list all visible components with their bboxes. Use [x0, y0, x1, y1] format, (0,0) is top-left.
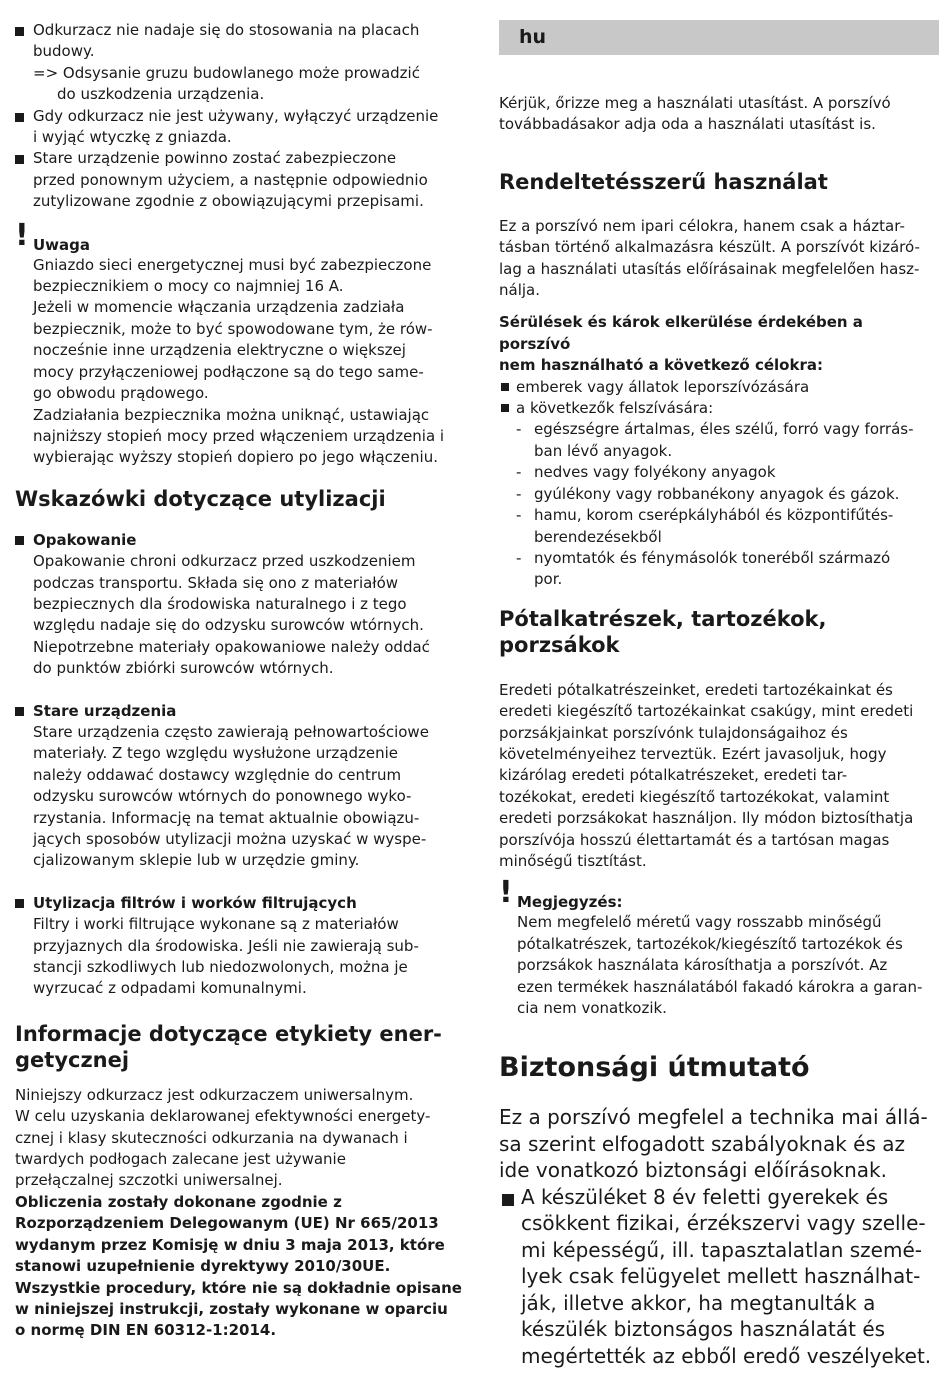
line: o normę DIN EN 60312-1:2014.: [15, 1321, 277, 1340]
line: gyúlékony vagy robbanékony anyagok és gázok.: [534, 484, 900, 503]
line: Niepotrzebne materiały opakowaniowe należy oddać: [33, 637, 430, 656]
line: tozékokat, eredeti kiegészítő tartozékokat, valamint: [499, 787, 890, 806]
safety-list-item: [499, 1184, 939, 1370]
warning-header: [15, 217, 465, 255]
filters-title: [15, 893, 465, 914]
line: bezpiecznikiem o mocy co najmniej 16 A.: [33, 277, 344, 296]
line: W celu uzyskania deklarowanej efektywności energety-: [15, 1107, 431, 1126]
line: Filtry i worki filtrujące wykonane są z materiałów: [33, 915, 399, 934]
list-item: [499, 377, 939, 398]
filters-body: [15, 914, 465, 1000]
line: Zadziałania bezpiecznika można uniknąć, ustawiając: [33, 405, 430, 424]
bullet-square-icon: [15, 899, 24, 908]
line: cia nem vonatkozik.: [517, 999, 667, 1017]
bullet-square-icon: [15, 536, 24, 545]
line: készülék biztonságos használatát és: [521, 1317, 886, 1342]
energy-regulation-note: [15, 1192, 465, 1342]
safety-heading: Biztonsági útmutató: [499, 1052, 810, 1084]
note-body: [499, 912, 939, 1019]
line: stancji szkodliwych lub niedozwolonych, można je: [33, 958, 408, 977]
dash-bullet: -: [516, 506, 522, 525]
line: wydanym przez Komisję w dniu 3 maja 2013, które: [15, 1235, 445, 1254]
dash-bullet: -: [516, 548, 522, 567]
line: eredeti porzsákokat használjon. Ily módon biztosíthatja: [499, 809, 914, 828]
line: Eredeti pótalkatrészeinket, eredeti tartozékainkat és: [499, 680, 893, 699]
bullet-square-icon: [501, 404, 509, 412]
line: bezpiecznych dla środowiska naturalnego i z tego: [33, 594, 407, 613]
line: pótalkatrészek, tartozékok/kiegészítő tartozékok és: [517, 934, 903, 953]
sub-list-item: [499, 419, 939, 462]
line: ezen termékek használatából fakadó károkra a garan-: [517, 977, 923, 996]
line: przyjaznych dla środowiska. Jeśli nie zawierają sub-: [33, 936, 419, 955]
line: Sérülések és károk elkerülése érdekében a porszívó: [499, 313, 863, 353]
bullet-square-icon: [15, 113, 24, 122]
line: zutylizowane zgodnie z obowiązującymi przepisami.: [33, 192, 424, 211]
sub-list-item: [499, 505, 939, 548]
dash-bullet: -: [516, 463, 522, 482]
heading-line: Informacje dotyczące etykiety ener-: [15, 1021, 442, 1046]
line: lag a használati utasítás előírásainak megfelelően hasz-: [499, 259, 920, 278]
line: Opakowanie chroni odkurzacz przed uszkodzeniem: [33, 552, 416, 571]
line: Stare urządzenie powinno zostać zabezpieczone: [33, 149, 397, 168]
line: tásban történő alkalmazásra készült. A porszívót kizáró-: [499, 238, 920, 257]
line: bezpiecznik, może to być spowodowane tym, że rów-: [33, 319, 433, 338]
subheading-text: Utylizacja filtrów i worków filtrujących: [33, 893, 357, 912]
line: porzsákjainkat porszívónk tulajdonságaihoz és: [499, 723, 848, 742]
line: odzysku surowców wtórnych do ponownego wyko-: [33, 787, 412, 806]
line: rzystania. Informację na temat aktualnie obowiązu-: [33, 808, 420, 827]
line: csökkent fizikai, érzékszervi vagy szelle-: [521, 1211, 926, 1236]
dash-bullet: -: [516, 420, 522, 439]
exclamation-icon: !: [499, 875, 513, 911]
line: por.: [534, 570, 563, 589]
line: Gniazdo sieci energetycznej musi być zabezpieczone: [33, 255, 432, 274]
line: követelményeihez terveztük. Ezért javasoljuk, hogy: [499, 744, 887, 763]
exclamation-icon: !: [15, 217, 29, 253]
line: nyomtatók és fénymásolók toneréből származó: [534, 548, 891, 567]
list-item: [499, 398, 939, 419]
line: Niniejszy odkurzacz jest odkurzaczem uniwersalnym.: [15, 1085, 414, 1104]
note-header: [499, 875, 939, 912]
packaging-body: [15, 551, 465, 679]
list-item: [15, 148, 465, 212]
sub-list-item: [499, 484, 939, 505]
line: kizárólag eredeti pótalkatrészeket, eredeti tar-: [499, 766, 848, 785]
line: Rozporządzeniem Delegowanym (UE) Nr 665/2013: [15, 1214, 439, 1233]
line: nocześnie inne urządzenia elektryczne o większej: [33, 341, 406, 360]
line: wyrzucać z odpadami komunalnymi.: [33, 979, 307, 998]
line: względu nadaje się do odzysku surowców wtórnych.: [33, 616, 424, 635]
line: porzsákok használata károsíthatja a porszívót. Az: [517, 956, 888, 975]
line: mi képességű, ill. tapasztalatlan szemé-: [521, 1237, 922, 1262]
line: Obliczenia zostały dokonane zgodnie z: [15, 1192, 342, 1211]
subheading-text: Opakowanie: [33, 530, 137, 549]
spare-parts-body: [499, 680, 939, 873]
line: ban lévő anyagok.: [534, 441, 673, 460]
line: do uszkodzenia urządzenia.: [57, 85, 265, 104]
line: továbbadásakor adja oda a használati utasítást is.: [499, 115, 876, 134]
intended-use-body: [499, 216, 939, 302]
bullet-square-icon: [501, 383, 509, 391]
left-column: [15, 20, 465, 1342]
line: stanowi uzupełnienie dyrektywy 2010/30UE.: [15, 1257, 391, 1276]
disposal-heading: Wskazówki dotyczące utylizacji: [15, 486, 386, 511]
dash-bullet: -: [516, 484, 522, 503]
warning-label: Uwaga: [33, 235, 91, 254]
line: ide vonatkozó biztonsági előírásoknak.: [499, 1158, 887, 1183]
line: w niniejszej instrukcji, zostały wykonane w oparciu: [15, 1299, 448, 1318]
arrow-note: [15, 63, 465, 106]
line: Ez a porszívó megfelel a technika mai állá-: [499, 1105, 928, 1130]
line: eredeti kiegészítő tartozékainkat csakúgy, mint eredeti: [499, 702, 914, 721]
line: Ez a porszívó nem ipari célokra, hanem csak a háztar-: [499, 216, 905, 235]
line: egészségre ártalmas, éles szélű, forró vagy forrás-: [534, 420, 914, 439]
intro-text: [499, 93, 939, 136]
warning-body: [15, 255, 465, 469]
line: Stare urządzenia często zawierają pełnowartościowe: [33, 722, 429, 741]
line: mocy przyłączeniowej podłączone są do tego same-: [33, 362, 424, 381]
line: Jeżeli w momencie włączania urządzenia zadziała: [33, 298, 405, 317]
line: przełączalnej szczotki uniwersalnej.: [15, 1171, 283, 1190]
line: berendezésekből: [534, 527, 662, 546]
subheading-text: Stare urządzenia: [33, 701, 177, 720]
line: go obwodu prądowego.: [33, 384, 209, 403]
intro-list: [15, 20, 465, 213]
safety-intro: [499, 1104, 939, 1184]
line: do punktów zbiórki surowców wtórnych.: [33, 659, 334, 678]
line: nedves vagy folyékony anyagok: [534, 463, 776, 482]
old-devices-body: [15, 722, 465, 872]
line: emberek vagy állatok leporszívózására: [516, 377, 810, 396]
line: sa szerint elfogadott szabályoknak és az: [499, 1131, 906, 1156]
line: A készüléket 8 év feletti gyerekek és: [521, 1184, 889, 1209]
line: cznej i klasy skuteczności odkurzania na dywanach i: [15, 1128, 408, 1147]
language-tab: [499, 20, 939, 55]
bullet-square-icon: [502, 1194, 514, 1206]
line: nem használható a következő célokra:: [499, 356, 823, 375]
line: najniższy stopień mocy przed włączeniem urządzenia i: [33, 426, 445, 445]
line: wybierając wyższy stopień dopiero po jego włączeniu.: [33, 448, 438, 467]
line: hamu, korom cserépkályhából és központifűtés-: [534, 506, 894, 525]
intended-use-heading: Rendeltetésszerű használat: [499, 169, 828, 194]
energy-body: [15, 1085, 465, 1192]
spare-parts-heading: Pótalkatrészek, tartozékok, porzsákok: [499, 606, 827, 657]
line: i wyjąć wtyczkę z gniazda.: [33, 128, 232, 147]
packaging-title: [15, 530, 465, 551]
line: Odkurzacz nie nadaje się do stosowania na placach: [33, 21, 420, 39]
sub-list-item: [499, 548, 939, 591]
language-code: hu: [519, 26, 547, 48]
sub-list-item: [499, 462, 939, 483]
line: ják, illetve akkor, ha megtanulták a: [521, 1290, 876, 1315]
line: materiały. Z tego względu wysłużone urządzenie: [33, 744, 399, 763]
list-item: [15, 20, 465, 63]
line: należy oddawać dostawcy względnie do centrum: [33, 765, 402, 784]
line: przed ponownym użyciem, a następnie odpowiednio: [33, 170, 428, 189]
energy-heading: [15, 1021, 465, 1073]
line: => Odsysanie gruzu budowlanego może prowadzić: [33, 63, 420, 82]
bullet-square-icon: [15, 707, 24, 716]
line: jących sposobów utylizacji można uzyskać w wyspe-: [33, 830, 427, 848]
note-label: Megjegyzés:: [517, 893, 623, 912]
line: Wszystkie procedury, które nie są dokładnie opisane: [15, 1278, 462, 1297]
line: Kérjük, őrizze meg a használati utasítást. A porszívó: [499, 94, 891, 112]
list-item: [15, 106, 465, 149]
bullet-square-icon: [15, 155, 24, 164]
line: a következők felszívására:: [516, 399, 714, 418]
line: megértették az ebből eredő veszélyeket.: [521, 1343, 932, 1368]
line: podczas transportu. Składa się ono z materiałów: [33, 573, 399, 592]
line: nálja.: [499, 281, 540, 300]
right-column: [499, 20, 939, 1369]
line: Gdy odkurzacz nie jest używany, wyłączyć urządzenie: [33, 106, 439, 125]
line: porszívója hosszú élettartamát és a tartósan magas: [499, 830, 890, 849]
line: Nem megfelelő méretű vagy rosszabb minőségű: [517, 913, 882, 932]
intended-use-warning: [499, 312, 939, 376]
line: cjalizowanym sklepie lub w urzędzie gminy.: [33, 851, 360, 870]
line: lyek csak felügyelet mellett használhat-: [521, 1264, 921, 1289]
line: twardych podłogach zalecane jest używanie: [15, 1150, 346, 1169]
line: budowy.: [33, 42, 95, 61]
heading-line: getycznej: [15, 1047, 130, 1072]
line: minőségű tisztítást.: [499, 851, 647, 870]
old-devices-title: [15, 701, 465, 722]
bullet-square-icon: [15, 27, 24, 36]
